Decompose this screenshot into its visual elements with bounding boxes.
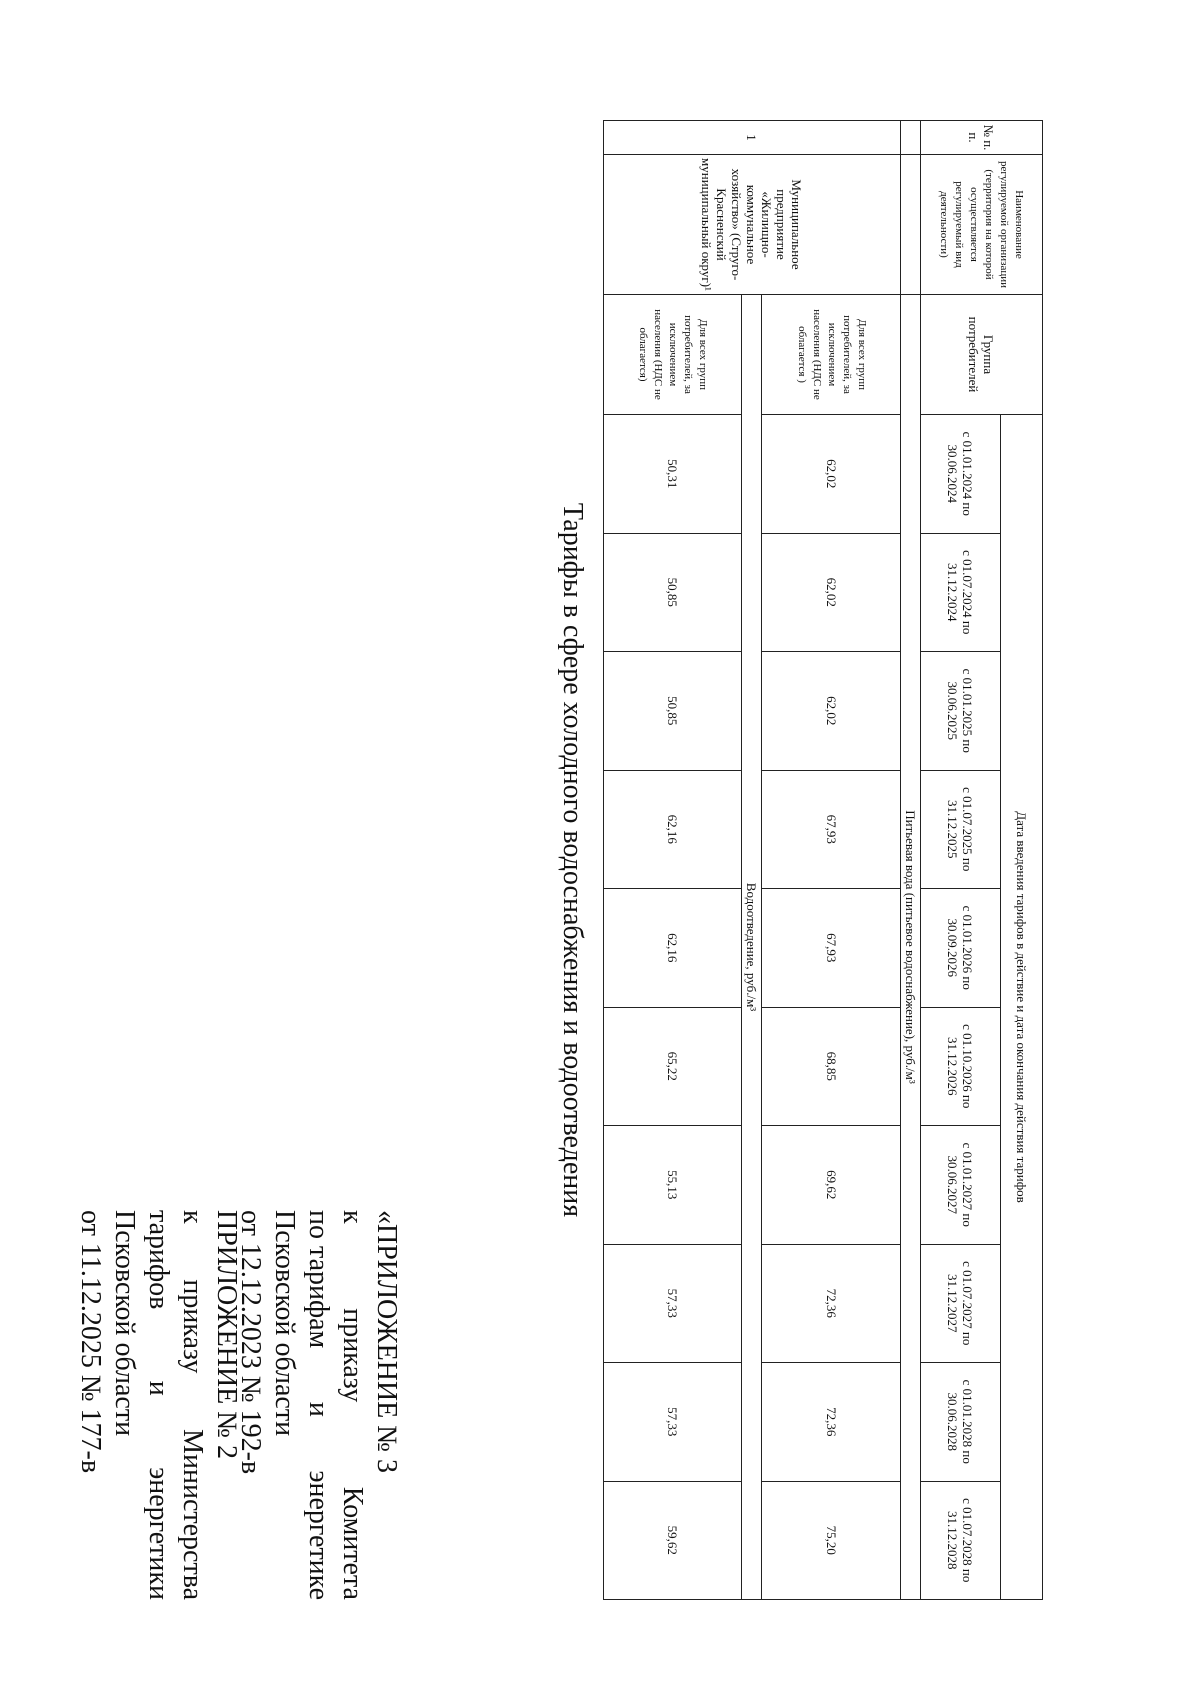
water-tariff-cell: 72,36 [762, 1363, 901, 1482]
period-cell: с 01.07.2028 по 31.12.2028 [921, 1481, 1001, 1600]
period-cell: с 01.07.2024 по 31.12.2024 [921, 533, 1001, 652]
period-cell: с 01.01.2027 по 30.06.2027 [921, 1126, 1001, 1245]
water-tariff-cell: 68,85 [762, 1007, 901, 1126]
tariff-table [603, 120, 1043, 1600]
period-cell: с 01.07.2025 по 31.12.2025 [921, 770, 1001, 889]
organization-name: Муниципальное предприятие «Жилищно-коммунальное хозяйство» (Струго-Красненский муниципальный округ)¹ [604, 155, 901, 295]
period-cell: с 01.01.2028 по 30.06.2028 [921, 1363, 1001, 1482]
period-cell: с 01.01.2024 по 30.06.2024 [921, 415, 1001, 534]
section-drinking-water: Питьевая вода (питьевое водоснабжение), руб./м³ [901, 295, 921, 1600]
table-row-water [762, 121, 901, 1600]
section-waste-row [742, 121, 762, 1600]
table-row-waste [604, 121, 743, 1600]
header-dates: Дата введения тарифов в действие и дата окончания действия тарифов [1001, 415, 1043, 1600]
appendix-old-title: «ПРИЛОЖЕНИЕ № 3 [371, 1210, 402, 1473]
header-consumer-group: Группа потребителей [921, 295, 1043, 415]
water-tariff-cell: 75,20 [762, 1481, 901, 1600]
period-cell: с 01.01.2025 по 30.06.2025 [921, 652, 1001, 771]
waste-tariff-cell: 50,85 [604, 652, 743, 771]
appendix-new-title: ПРИЛОЖЕНИЕ № 2 [211, 1210, 242, 1459]
period-cell: с 01.07.2027 по 31.12.2027 [921, 1244, 1001, 1363]
waste-tariff-cell: 62,16 [604, 889, 743, 1008]
section-wastewater: Водоотведение, руб./м³ [742, 295, 762, 1600]
waste-tariff-cell: 57,33 [604, 1363, 743, 1482]
appendix-old-header: «ПРИЛОЖЕНИЕ № 3 к приказу Комитета по тарифам и энергетике Псковской области от 12.12.2023 № 192-в [235, 1210, 402, 1600]
consumer-group-waste: Для всех групп потребителей, за исключением населения (НДС не облагается) [604, 295, 743, 415]
water-tariff-cell: 67,93 [762, 770, 901, 889]
water-tariff-cell: 62,02 [762, 415, 901, 534]
section-water-row [901, 121, 921, 1600]
appendix-old-date: от 12.12.2023 № 192-в [235, 1210, 266, 1475]
document-title: Тарифы в сфере холодного водоснабжения и водоотведения [557, 502, 588, 1218]
waste-tariff-cell: 50,85 [604, 533, 743, 652]
waste-tariff-cell: 65,22 [604, 1007, 743, 1126]
waste-tariff-cell: 55,13 [604, 1126, 743, 1245]
header-number: № п. п. [921, 121, 1043, 155]
water-tariff-cell: 67,93 [762, 889, 901, 1008]
waste-tariff-cell: 57,33 [604, 1244, 743, 1363]
period-cell: с 01.01.2026 по 30.09.2026 [921, 889, 1001, 1008]
water-tariff-cell: 62,02 [762, 533, 901, 652]
waste-tariff-cell: 62,16 [604, 770, 743, 889]
period-cell: с 01.10.2026 по 31.12.2026 [921, 1007, 1001, 1126]
row-number: 1 [604, 121, 901, 155]
appendix-new-header: ПРИЛОЖЕНИЕ № 2 к приказу Министерства тарифов и энергетики Псковской области от 11.12.2025 № 177-в [75, 1210, 242, 1600]
rotated-document-page [75, 90, 1043, 1630]
appendix-new-date: от 11.12.2025 № 177-в [75, 1210, 106, 1474]
table-header-row [1001, 121, 1043, 1600]
consumer-group-water: Для всех групп потребителей, за исключением населения (НДС не облагается ) [762, 295, 901, 415]
waste-tariff-cell: 59,62 [604, 1481, 743, 1600]
header-organization: Наименование регулируемой организации (территория на которой осуществляется регулируемый вид деятельности) [921, 155, 1043, 295]
waste-tariff-cell: 50,31 [604, 415, 743, 534]
water-tariff-cell: 72,36 [762, 1244, 901, 1363]
water-tariff-cell: 69,62 [762, 1126, 901, 1245]
water-tariff-cell: 62,02 [762, 652, 901, 771]
